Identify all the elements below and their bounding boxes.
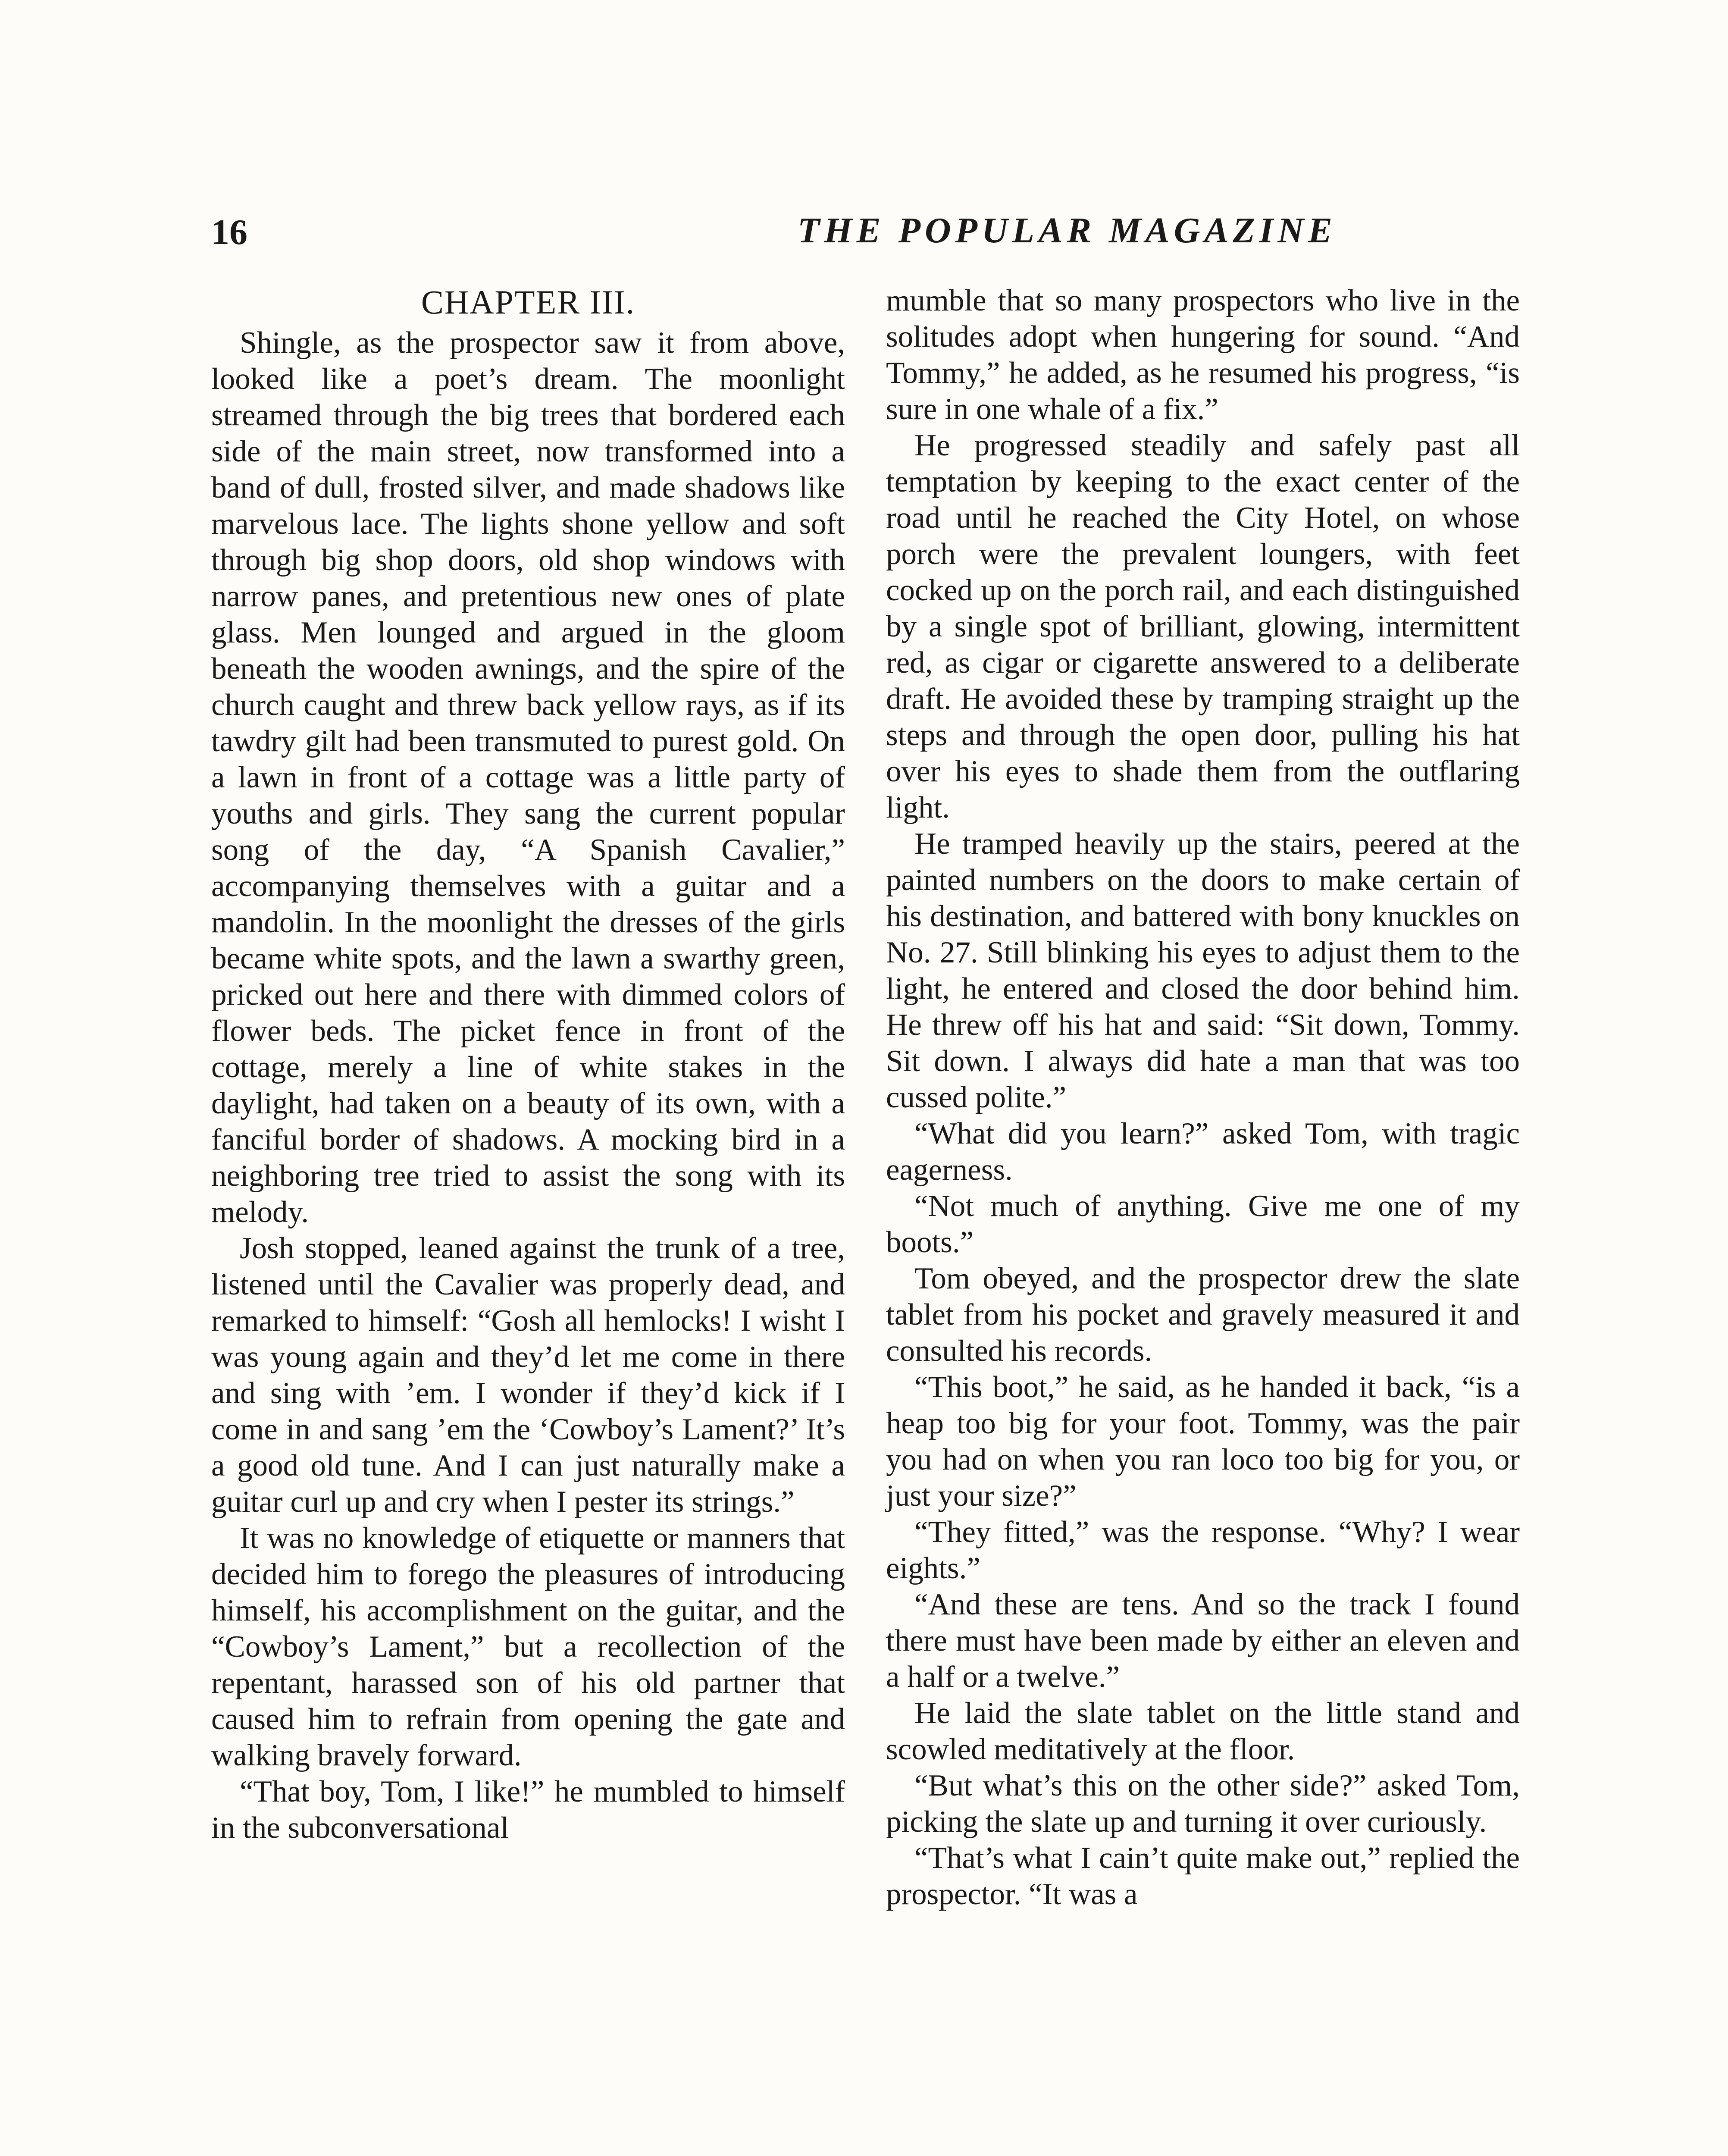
paragraph: Shingle, as the prospector saw it from above, looked like a poet’s dream. The moonlight streamed through the big trees that bordered each side of the main street, now transformed into a band of dull, frosted silver, and made shadows like marvelous lace. The lights shone yellow and soft through big shop doors, old shop windows with narrow panes, and pretentious new ones of plate glass. Men lounged and argued in the gloom beneath the wooden awnings, and the spire of the church caught and threw back yellow rays, as if its tawdry gilt had been transmuted to purest gold. On a lawn in front of a cottage was a little party of youths and girls. They sang the current popular song of the day, “A Spanish Cavalier,” accompanying themselves with a guitar and a mandolin. In the moonlight the dresses of the girls became white spots, and the lawn a swarthy green, pricked out here and there with dimmed colors of flower beds. The picket fence in front of the cottage, merely a line of white stakes in the daylight, had taken on a beauty of its own, with a fanciful border of shadows. A mocking bird in a neighboring tree tried to assist the song with its melody.: [211, 326, 845, 1229]
paragraph-continuation: mumble that so many prospectors who live in the solitudes adopt when hungering for sound. “And Tommy,” he added, as he resumed his progress, “is sure in one whale of a fix.”: [886, 284, 1520, 426]
right-column: [886, 282, 1520, 1912]
paragraph: “They fitted,” was the response. “Why? I wear eights.”: [886, 1515, 1520, 1585]
paragraph: “Not much of anything. Give me one of my boots.”: [886, 1189, 1520, 1259]
chapter-heading: CHAPTER III.: [421, 283, 635, 321]
paragraph: He tramped heavily up the stairs, peered at the painted numbers on the doors to make certain of his destination, and battered with bony knuckles on No. 27. Still blinking his eyes to adjust them to the light, he entered and closed the door behind him. He threw off his hat and said: “Sit down, Tommy. Sit down. I always did hate a man that was too cussed polite.”: [886, 827, 1520, 1114]
paragraph: It was no knowledge of etiquette or manners that decided him to forego the pleasures of introducing himself, his accomplishment on the guitar, and the “Cowboy’s Lament,” but a recollection of the repentant, harassed son of his old partner that caused him to refrain from opening the gate and walking bravely forward.: [211, 1521, 845, 1772]
paragraph: “That’s what I cain’t quite make out,” replied the prospector. “It was a: [886, 1841, 1520, 1911]
paragraph: Josh stopped, leaned against the trunk of a tree, listened until the Cavalier was properly dead, and remarked to himself: “Gosh all hemlocks! I wisht I was young again and they’d let me come in there and sing with ’em. I wonder if they’d kick if I come in and sang ’em the ‘Cowboy’s Lament?’ It’s a good old tune. And I can just naturally make a guitar curl up and cry when I pester its strings.”: [211, 1232, 845, 1519]
running-title: THE POPULAR MAGAZINE: [798, 210, 1337, 251]
paragraph: “That boy, Tom, I like!” he mumbled to himself in the subconversational: [211, 1775, 845, 1845]
left-column: [211, 282, 845, 1846]
paragraph: Tom obeyed, and the prospector drew the slate tablet from his pocket and gravely measured it and consulted his records.: [886, 1262, 1520, 1368]
paragraph: He laid the slate tablet on the little stand and scowled meditatively at the floor.: [886, 1696, 1520, 1766]
page-header: [211, 207, 1522, 263]
paragraph: “And these are tens. And so the track I found there must have been made by either an eleven and a half or a twelve.”: [886, 1588, 1520, 1694]
page-number: 16: [211, 212, 247, 252]
paragraph: He progressed steadily and safely past all temptation by keeping to the exact center of the road until he reached the City Hotel, on whose porch were the prevalent loungers, with feet cocked up on the porch rail, and each distinguished by a single spot of brilliant, glowing, intermittent red, as cigar or cigarette answered to a deliberate draft. He avoided these by tramping straight up the steps and through the open door, pulling his hat over his eyes to shade them from the outflaring light.: [886, 429, 1520, 824]
paragraph: “But what’s this on the other side?” asked Tom, picking the slate up and turning it over curiously.: [886, 1769, 1520, 1839]
paragraph: “What did you learn?” asked Tom, with tragic eagerness.: [886, 1117, 1520, 1187]
paragraph: “This boot,” he said, as he handed it back, “is a heap too big for your foot. Tommy, was the pair you had on when you ran loco too big for you, or just your size?”: [886, 1370, 1520, 1513]
